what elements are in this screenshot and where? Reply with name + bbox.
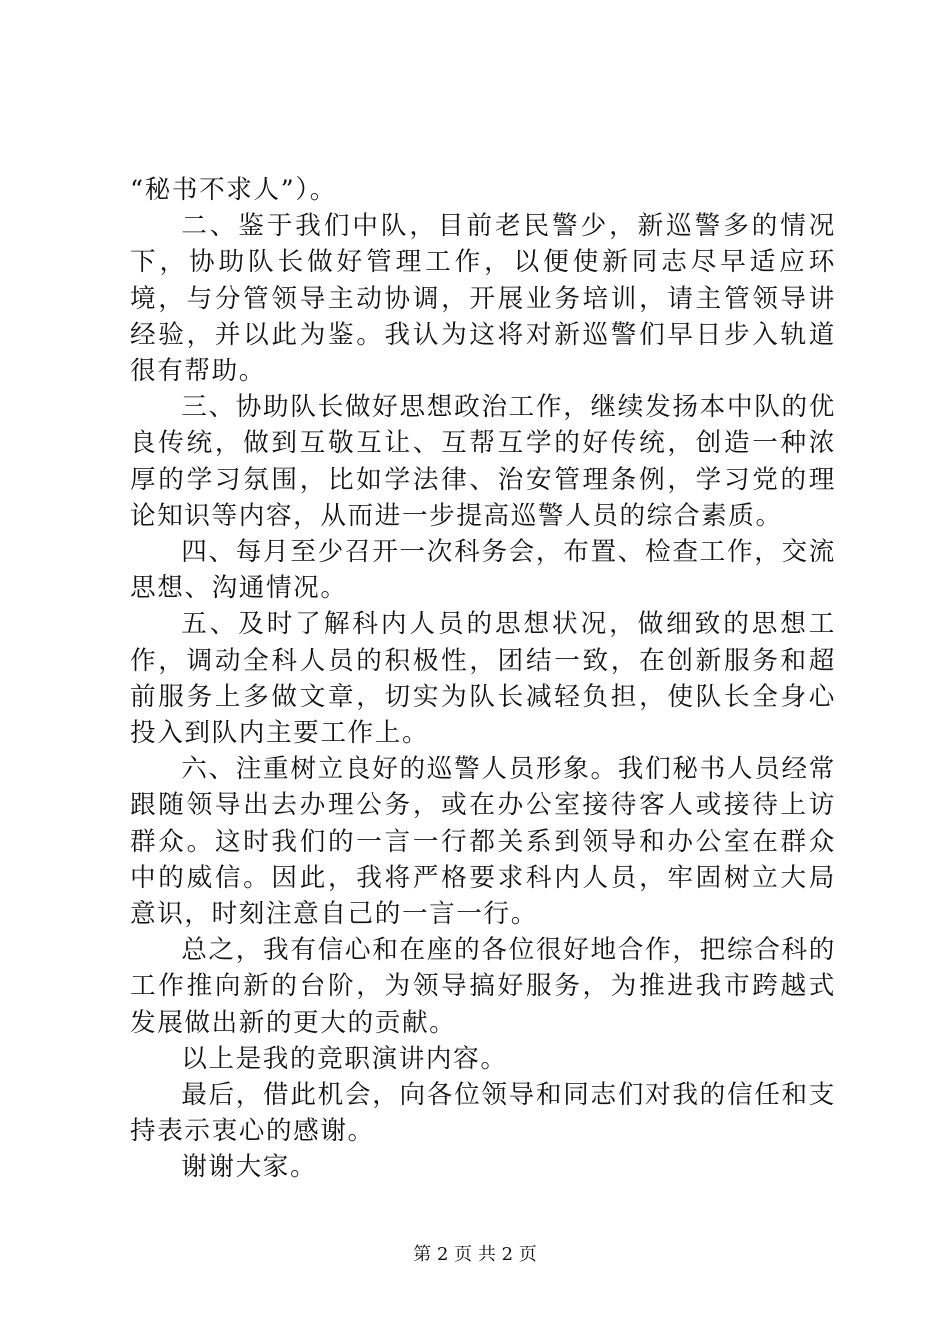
page-number-footer: 第 2 页 共 2 页 [413,1244,537,1265]
paragraph-closing: 以上是我的竞职演讲内容。 [181,1043,508,1074]
paragraph-final: 谢谢大家。 [181,1152,318,1183]
paragraph-item-2: 二、鉴于我们中队，目前老民警少，新巡警多的情况下，协助队长做好管理工作，以便使新同志尽早适应环境，与分管领导主动协调，开展业务培训，请主管领导讲经验，并以此为鉴。我认为这将对新巡警们早日步入轨道很有帮助。 [130,211,836,387]
paragraph-continuation: “秘书不求人”）。 [130,175,337,205]
paragraph-item-6: 六、注重树立良好的巡警人员形象。我们秘书人员经常跟随领导出去办理公务，或在办公室接待客人或接待上访群众。这时我们的一言一行都关系到领导和办公室在群众中的威信。因此，我将严格要求科内人员，牢固树立大局意识，时刻注意自己的一言一行。 [130,754,836,930]
paragraph-item-4: 四、每月至少召开一次科务会，布置、检查工作，交流思想、沟通情况。 [130,537,836,604]
paragraph-item-5: 五、及时了解科内人员的思想状况，做细致的思想工作，调动全科人员的积极性，团结一致，在创新服务和超前服务上多做文章，切实为队长减轻负担，使队长全身心投入到队内主要工作上。 [130,609,836,749]
paragraph-thanks: 最后，借此机会，向各位领导和同志们对我的信任和支持表示衷心的感谢。 [130,1080,836,1147]
paragraph-summary: 总之，我有信心和在座的各位很好地合作，把综合科的工作推向新的台阶，为领导搞好服务，为推进我市跨越式发展做出新的更大的贡献。 [130,935,836,1038]
document-body [130,172,836,1186]
paragraph-item-3: 三、协助队长做好思想政治工作，继续发扬本中队的优良传统，做到互敬互让、互帮互学的好传统，创造一种浓厚的学习氛围，比如学法律、治安管理条例，学习党的理论知识等内容，从而进一步提高巡警人员的综合素质。 [130,392,836,531]
